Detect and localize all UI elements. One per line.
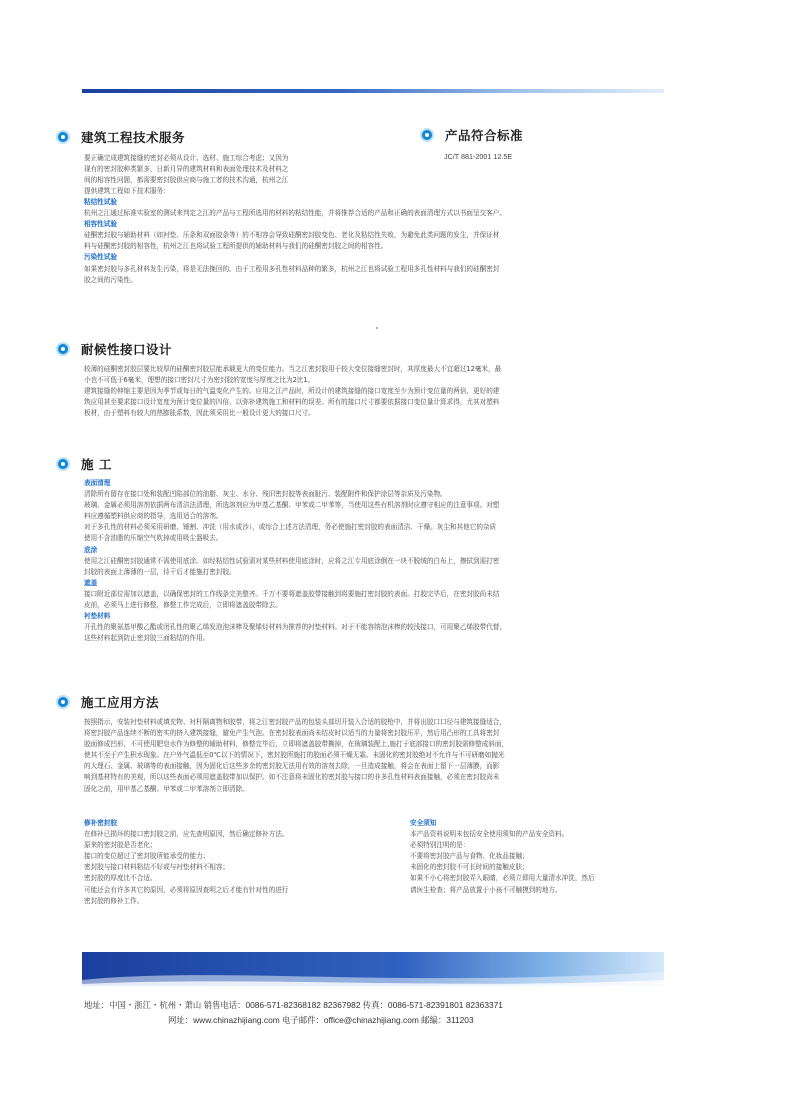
paragraph-line: 的大理石、金属、玻璃等的表面接触，因为固化后这些多余的密封胶无法用有效的溶剂去除，一旦造成接触，将会在表面上留下一层薄膜，而影 <box>84 762 500 771</box>
section-title: 产品符合标准 <box>445 128 524 143</box>
section-bullet-icon <box>56 130 70 144</box>
repair-block <box>84 818 384 907</box>
subheading: 安全须知 <box>410 819 437 827</box>
paragraph-line: 原来的密封胶是否老化； <box>84 841 157 850</box>
paragraph-line: 使用不含油脂的压缩空气吹掉或用吸尘器吸去。 <box>84 534 223 543</box>
subheading: 表面清理 <box>84 479 111 487</box>
section-title: 建筑工程技术服务 <box>81 130 186 145</box>
paragraph-line: 对于多孔性的材料必须采用研磨、锤割、冲洗（用水或沙），或综合上述方法清理，务必使施打密封胶的表面清洁、干燥。灰尘和其他它的杂质 <box>84 523 497 532</box>
paragraph-line: 如果密封胶与多孔材料发生污染，将是无法挽回的。由于工程用多孔性材料品种的繁多，杭州之江也将试验工程用多孔性材料与我们的硅酮密封 <box>84 264 500 273</box>
footer-wave-graphic <box>82 952 664 986</box>
paragraph-line: 密封胶的厚度比不合适。 <box>84 874 157 883</box>
paragraph-line: 建筑接缝的伸缩主要是因为季节或每日的气温变化产生的。应用之江产品时，所设计的建筑接缝的接口宽度至少为预计变位量的两倍，更好的建 <box>84 387 500 396</box>
intro-line: 现有的密封胶种类繁多，日新月异的建筑材料和表面处理技术及材料之 <box>84 165 289 174</box>
paragraph-line: 筑应用甚至要求接口设计宽度为预计变位量的四倍，以弥补建筑施工和材料的误差。所有的接口尺寸都要依据接口变位量计算求得，尤其对塑料 <box>84 398 500 407</box>
section-header-tech-service <box>56 128 185 146</box>
paragraph-line: 请医生检查；将产品放置于小孩不可触摸到的地方。 <box>410 885 562 894</box>
section-title: 施 工 <box>81 457 112 472</box>
paragraph-line: 密封胶与接口材料粘结不好或与衬垫材料不相容； <box>84 863 230 872</box>
subheading: 污染性试验 <box>84 253 117 262</box>
paragraph-line: 清除所有留存在接口处和装配凹陷部位的油脂、灰尘、水分、残旧密封胶等表面脏污、装配附件和保护涂层等杂质及污染物。 <box>84 490 447 499</box>
paragraph-line: 在修补已损坏的接口密封胶之前，应先查明原因，然后确定修补方法。 <box>84 830 289 839</box>
subheading: 遮盖 <box>84 578 98 587</box>
paragraph-line: 开孔性的聚氨基甲酸乙酯或闭孔性的聚乙烯发泡泡沫棒及聚烯烃材料为推荐的衬垫材料。对于不能容纳泡沫棒的较浅接口，可用聚乙烯胶带代替， <box>84 623 506 632</box>
paragraph-line: 这些材料起到防止密封胶三面粘结的作用。 <box>84 634 210 643</box>
section-title: 耐候性接口设计 <box>81 342 173 357</box>
tech-service-intro <box>84 153 384 197</box>
paragraph-line: 玻璃、金属必须用溶剂依据两布清洁法清理，所选溶剂应为甲基乙基酮、甲苯或二甲苯等，当使用这些有机溶剂时应遵守相应的注意事项。对塑 <box>84 501 500 510</box>
section-header-weather <box>56 340 172 358</box>
paragraph-line: 胶之间的污染性。 <box>84 275 137 284</box>
paragraph-line: 料应遵循塑料供应商的指导，选用适合的溶剂。 <box>84 512 223 521</box>
standard-code: JC/T 881-2001 12.5E <box>444 152 513 161</box>
intro-line: 提供建筑工程如下技术服务： <box>84 187 170 196</box>
subheading: 修补密封胶 <box>84 819 117 827</box>
paragraph-line: 必须特别注明的是： <box>410 841 470 850</box>
paragraph-line: 硅酮密封胶与辅助材料（如衬垫、压条和双面胶条等）的不相容会导致硅酮密封胶变色、老化及粘结性失败，为避免此类问题的发生，并保证材 <box>84 231 500 240</box>
weather-body <box>84 364 674 419</box>
paragraph-line: 胶面修成凹形，不可使用肥皂水作为修整的辅助材料，修整完毕后，立即将遮盖胶带撕掉，在玻璃装配上,施打于底部接口的密封胶需修整成斜面， <box>84 740 509 749</box>
paragraph-line: 固化之前，用甲基乙基酮、甲苯或二甲苯溶剂立即清除。 <box>84 784 249 793</box>
paragraph-line: 未固化的密封胶不可长时间的接触皮肤； <box>410 863 529 872</box>
section-title: 施工应用方法 <box>81 695 160 710</box>
paragraph-line: 使用之江硅酮密封胶通常不需使用底涂。如经粘结性试验需对某些材料使用底涂时，应将之江专用底涂倒在一块不脱绒的白布上，擦拭到需打密 <box>84 556 500 565</box>
section-bullet-icon <box>56 457 70 471</box>
paragraph-line: 料与硅酮密封胶的相容性，杭州之江也将试验工程所提供的辅助材料与我们的硅酮密封胶之间的相容性。 <box>84 242 388 251</box>
paragraph-line: 封胶的表面上薄薄的一层，待干后才能施打密封胶。 <box>84 567 236 576</box>
paragraph-line: 不要将密封胶产品与食物、化妆品接触； <box>410 852 529 861</box>
footer-wave-band <box>82 952 664 986</box>
footer-contact-line: 地址：中国・浙江・杭州・萧山 销售电话：0086-571-82368182 82367982 传真：0086-571-82391801 82363371 <box>84 1000 503 1010</box>
paragraph-line: 接口的变位超过了密封胶所能承受的能力； <box>84 852 210 861</box>
section-header-standard <box>420 126 523 144</box>
intro-line: 要正确完成建筑接缝的密封必须从设计、选材、施工综合考虑；又因为 <box>84 154 289 162</box>
paragraph-line: 可能还会有许多其它的原因，必须将原因查明之后才能有针对性的进行 <box>84 885 289 894</box>
section-bullet-icon <box>56 342 70 356</box>
application-body <box>84 717 674 795</box>
section-header-application <box>56 693 159 711</box>
section-bullet-icon <box>56 695 70 709</box>
paragraph-line: 本产品资料说明未包括安全使用须知的产品安全资料。 <box>410 830 569 839</box>
safety-block <box>410 818 674 896</box>
paragraph-line: 皮前，必须马上进行修整，修整工作完成后，立即将遮盖胶带除去。 <box>84 601 282 610</box>
subheading: 衬垫材料 <box>84 612 111 621</box>
paragraph-line: 按照指示，安装衬垫材料或填充物、衬杆隔离物和胶带，将之江密封胶产品的包装头部切开装入合适的胶枪中，并将出胶口口径与建筑接缝适合， <box>84 718 506 726</box>
paragraph-line: 小也不可低于6毫米，理想的接口密封尺寸为密封胶的宽度与厚度之比为2比1。 <box>84 376 315 385</box>
section-header-construction <box>56 455 112 473</box>
tech-service-items <box>84 197 674 286</box>
subheading: 相容性试验 <box>84 220 117 229</box>
subheading: 粘结性试验 <box>84 198 117 206</box>
top-divider-bar <box>82 89 664 93</box>
subheading: 底涂 <box>84 545 98 554</box>
paragraph-line: 接口附近部位需加以遮盖，以确保密封的工作线条完美整齐。千万不要将遮盖胶带接触到将要施打密封胶的表面。打胶完毕后，在密封胶尚未结 <box>84 589 500 598</box>
footer-web-line: 网址：www.chinazhijiang.com 电子邮件：office@chinazhijiang.com 邮编：311203 <box>168 1015 474 1025</box>
paragraph-line: 密封胶的修补工作。 <box>84 896 144 905</box>
construction-body <box>84 478 674 644</box>
paragraph-line: 杭州之江通过标准实验室的测试来判定之江的产品与工程所选用的材料的粘结性能，并将推荐合适的产品和正确的表面清理方式以书面呈交客户。 <box>84 209 506 218</box>
speck-mark <box>376 327 378 329</box>
intro-line: 间的相容性问题，都需要密封胶供应商与施工者的技术沟通，杭州之江 <box>84 176 289 185</box>
paragraph-line: 较薄的硅酮密封胶层要比较厚的硅酮密封胶层能承载更大的变位能力。当之江密封胶用于较大变位接缝密封时，其厚度最大不宜超过12毫米，最 <box>84 365 502 373</box>
paragraph-line: 将密封胶产品连续不断的密实的挤入建筑接缝，避免产生气泡。在密封胶表面尚未结皮时以适当的力量将密封胶压平，然后用凸形的工具将密封 <box>84 729 500 738</box>
paragraph-line: 板材，由于塑料有较大的热膨胀系数，因此须采用比一般设计更大的接口尺寸。 <box>84 409 315 418</box>
paragraph-line: 如果不小心将密封胶弄入眼睛，必须立即用大量清水冲洗，然后 <box>410 874 595 883</box>
paragraph-line: 响到基材特有的美观，所以这些表面必须用遮盖胶带加以保护。如不注意将未固化的密封胶与接口的非多孔性材料表面接触，必须在密封胶尚未 <box>84 773 500 782</box>
paragraph-line: 使其不至于产生积水现象。在户外气温低至0℃以下的情况下，密封胶所施打的胶面必须干燥无霜。未固化的密封胶绝对不允许与不可研磨如抛光 <box>84 751 505 760</box>
section-bullet-icon <box>420 128 434 142</box>
